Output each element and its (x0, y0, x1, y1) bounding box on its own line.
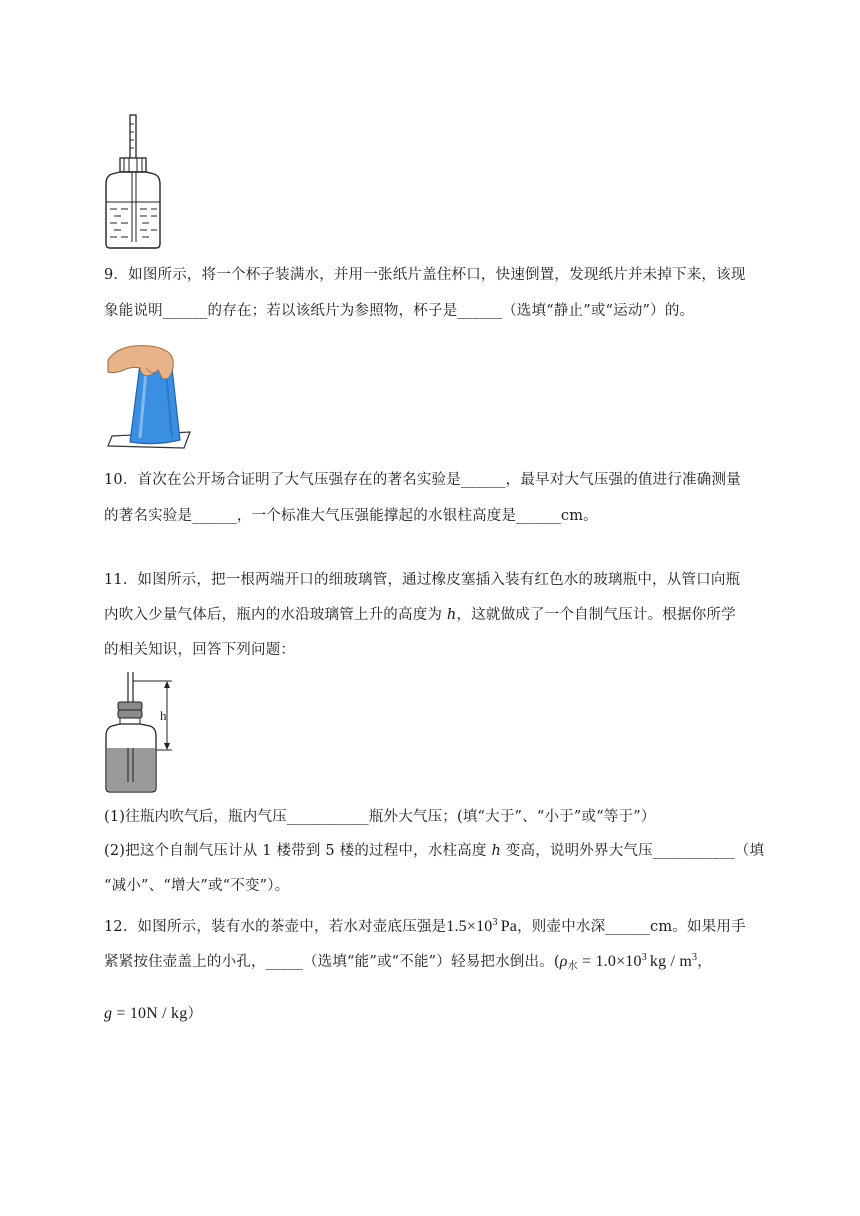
q11-sub2 (104, 834, 764, 869)
q12-line1 (104, 909, 764, 945)
q9-line2: 象能说明______的存在；若以该纸片为参照物，杯子是______（选填“静止”或“运动”）的。 (104, 303, 695, 319)
q10-line2: 的著名实验是______，一个标准大气压强能撑起的水银柱高度是______cm。 (104, 508, 598, 524)
q12-line3 (104, 996, 764, 1032)
q12-pressure (446, 918, 517, 935)
q12-density-unit: kg / m (649, 953, 693, 970)
q12-line3-close: ） (187, 1006, 203, 1022)
q10-line1: 10．首次在公开场合证明了大气压强存在的著名实验是______，最早对大气压强的值进行准确测量 (104, 472, 741, 488)
q12-line2-text-b: ， (697, 954, 712, 970)
q12-rho: ρ (559, 953, 568, 970)
barometer-h-label: h (160, 708, 167, 723)
q11-sub2-var-h: h (491, 843, 501, 859)
q12-line2-text-a: 紧紧按住壶盖上的小孔，_____（选填“能”或“不能”）轻易把水倒出。( (104, 954, 560, 970)
q12-density-value: = 1.0×10 (577, 953, 642, 970)
q12-pressure-exp: 3 (492, 917, 498, 928)
inverted-cup-figure (106, 342, 196, 450)
q11-line1: 11．如图所示，把一根两端开口的细玻璃管，通过橡皮塞插入装有红色水的玻璃瓶中，从管口向瓶 (104, 572, 741, 588)
q9-line1: 9．如图所示，将一个杯子装满水，并用一张纸片盖住杯口，快速倒置，发现纸片并未掉下来，该现 (104, 267, 746, 283)
q12-density-unit-exp: 3 (692, 952, 698, 963)
q11-sub2-text-a: (2)把这个自制气压计从 1 楼带到 5 楼的过程中，水柱高度 (104, 843, 492, 859)
bottle-tube-figure (100, 110, 170, 252)
q12-pressure-unit: Pa (500, 918, 518, 935)
q11-sub2-line2: “减小”、“增大”或“不变”）。 (104, 878, 290, 894)
q11-var-h: h (446, 607, 457, 623)
q12-line1-text-b: ，则壶中水深______cm。如果用手 (517, 919, 746, 935)
q12-g-var: g (104, 1005, 113, 1022)
barometer-figure (104, 670, 184, 796)
q11-line3: 的相关知识，回答下列问题： (104, 642, 296, 658)
q11-line2-text-a: 内吹入少量气体后，瓶内的水沿玻璃管上升的高度为 (104, 607, 447, 623)
q12-pressure-coef: 1.5×10 (446, 918, 493, 935)
q11-sub2-text-b: 变高，说明外界大气压___________（填 (500, 843, 765, 859)
q11-line2-text-b: ，这就做成了一个自制气压计。根据你所学 (456, 607, 736, 623)
q11-line2 (104, 598, 764, 633)
q12-density (560, 953, 697, 970)
q12-line1-text-a: 12．如图所示，装有水的茶壶中，若水对壶底压强是 (104, 919, 447, 935)
q12-g-value: = 10N / kg (112, 1005, 188, 1022)
q12-gravity (104, 1005, 187, 1022)
q12-rho-sub: 水 (567, 961, 578, 972)
q12-line2 (104, 944, 764, 980)
q11-sub1: (1)往瓶内吹气后，瓶内气压___________瓶外大气压；(填“大于”、“小于”或“等于”） (104, 809, 656, 825)
q12-density-exp: 3 (641, 952, 647, 963)
